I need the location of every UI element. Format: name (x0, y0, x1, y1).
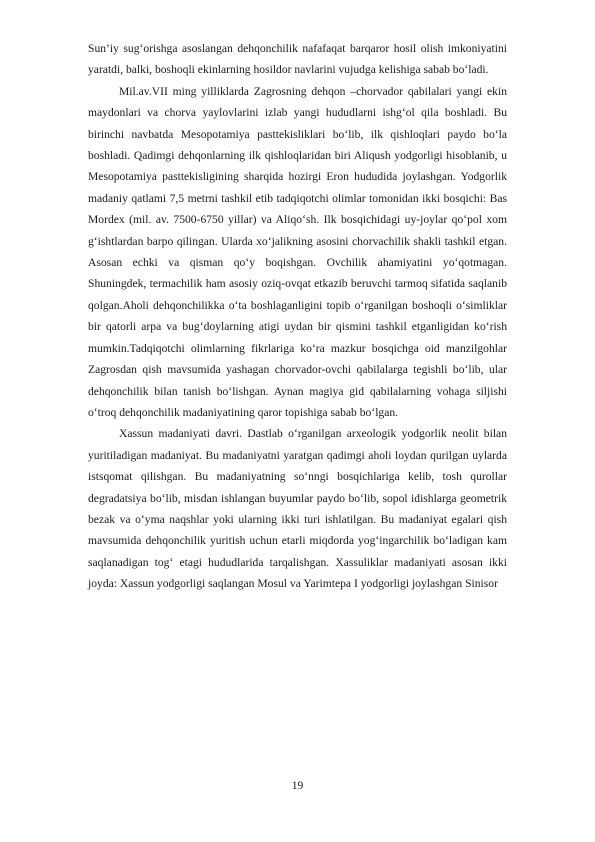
document-body (88, 38, 507, 595)
page-number: 19 (291, 779, 304, 792)
paragraph-2: Mil.av.VII ming yilliklarda Zagrosning dehqon –chorvador qabilalari yangi ekin maydonlari va chorva yaylovlarini izlab yangi hududlarni ishg‘ol qila boshladi. Bu birinchi navbatda Mesopotamiya pasttekisliklari bo‘lib, ilk qishloqlari paydo bo‘la boshladi. Qadimgi dehqonlarning ilk qishloqlaridan biri Aliqush yodgorligi hisoblanib, u Mesopotamiya pasttekisligining sharqida hozirgi Eron hududida joylashgan. Yodgorlik madaniy qatlami 7,5 metrni tashkil etib tadqiqotchi olimlar tomonidan ikki bosqichi: Bas Mordex (mil. av. 7500-6750 yillar) va Aliqo‘sh. Ilk bosqichidagi uy-joylar qo‘pol xom g‘ishtlardan barpo qilingan. Ularda xo‘jalikning asosini chorvachilik shakli tashkil etgan. Asosan echki va qisman qo‘y boqishgan. Ovchilik ahamiyatini yo‘qotmagan. Shuningdek, termachilik ham asosiy oziq-ovqat etkazib beruvchi tarmoq sifatida saqlanib qolgan.Aholi dehqonchilikka o‘ta boshlaganligini topib o‘rganilgan boshoqli o‘simliklar bir qatorli arpa va bug‘doylarning atigi uydan bir qismini tashkil etganligidan ko‘rish mumkin.Tadqiqotchi olimlarning fikrlariga ko‘ra mazkur bosqichga oid manzilgohlar Zagrosdan qish mavsumida yashagan chorvador-ovchi qabilalarga tegishli bo‘lib, ular dehqonchilik bilan tanish bo‘lishgan. Aynan magiya gid qabilalarning vohaga siljishi o‘troq dehqonchilik madaniyatining qaror topishiga sabab bo‘lgan. (88, 84, 507, 419)
paragraph-1: Sun’iy sug‘orishga asoslangan dehqonchilik nafafaqat barqaror hosil olish imkoniyatini yaratdi, balki, boshoqli ekinlarning hosildor navlarini vujudga kelishiga sabab bo‘ladi. (88, 42, 507, 77)
paragraph-3: Xassun madaniyati davri. Dastlab o‘rganilgan arxeologik yodgorlik neolit bilan yuritiladigan madaniyat. Bu madaniyatni yaratgan qadimgi aholi loydan qurilgan uylarda istsqomat qilishgan. Bu madaniyatning so‘nngi bosqichlariga kelib, tosh qurollar degradatsiya bo‘lib, misdan ishlangan buyumlar paydo bo‘lib, sopol idishlarga geometrik bezak va o‘yma naqshlar yoki ularning ikki turi ishlatilgan. Bu madaniyat egalari qish mavsumida dehqonchilik yuritish uchun etarli miqdorda yog‘ingarchilik bo‘ladigan kam saqlanadigan tog‘ etagi hududlarida tarqalishgan. Xassuliklar madaniyati asosan ikki joyda: Xassun yodgorligi saqlangan Mosul va Yarimtepa I yodgorligi joylashgan Sinisor (88, 427, 507, 591)
